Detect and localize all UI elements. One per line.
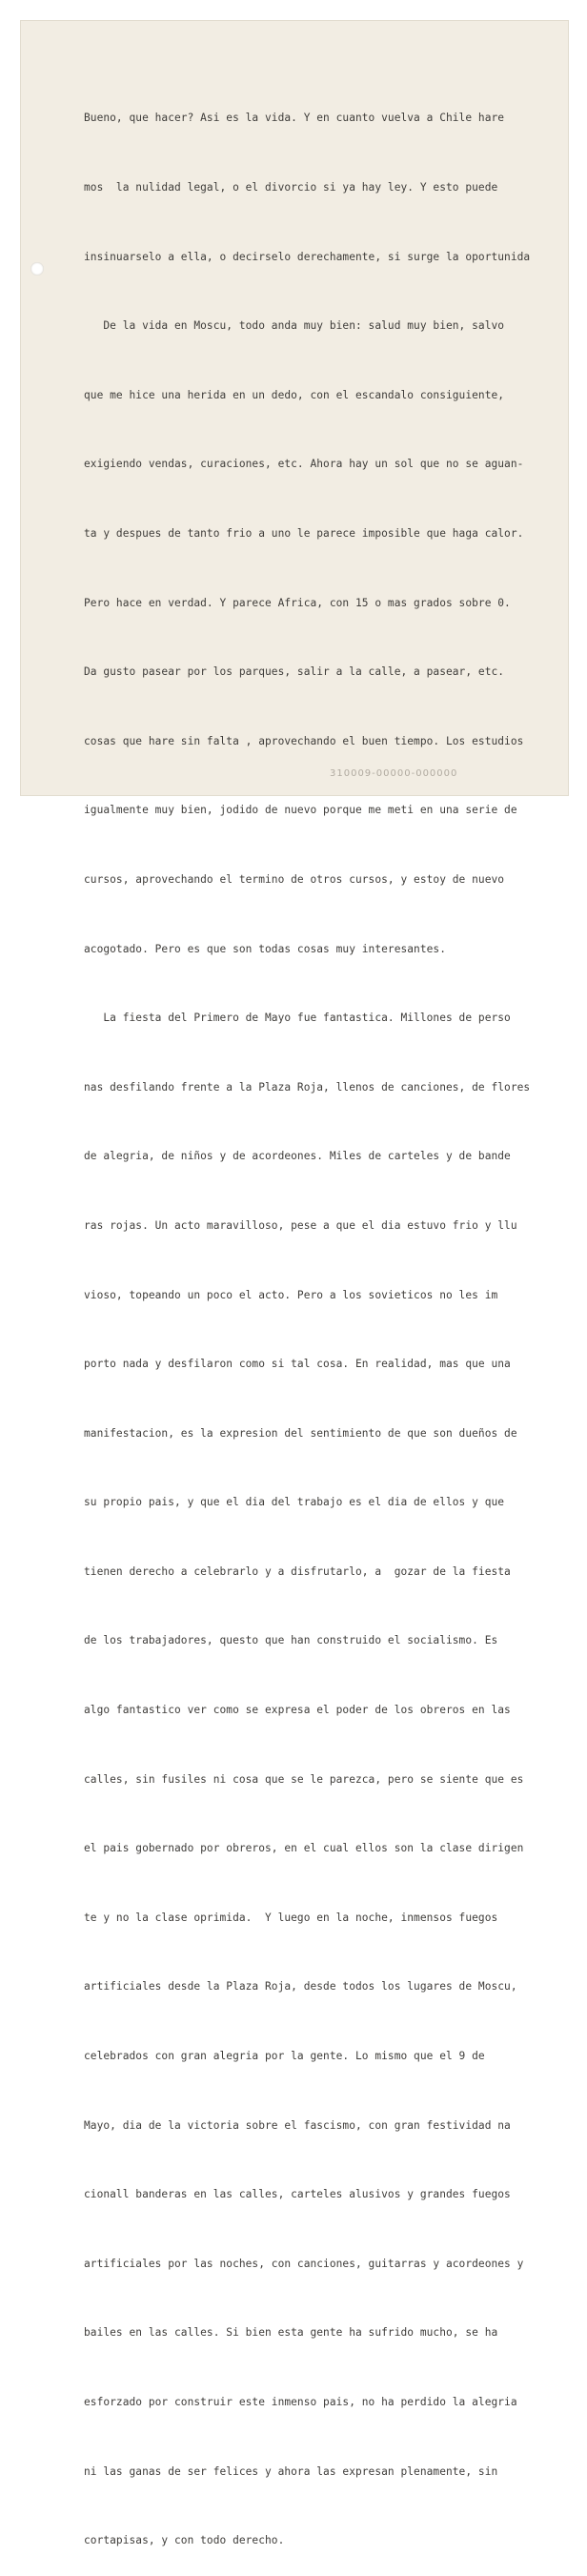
text-line: ni las ganas de ser felices y ahora las expresan plenamente, sin xyxy=(84,2464,498,2478)
archive-stamp: 310009-00000-000000 xyxy=(330,768,458,779)
text-line: Bueno, que hacer? Asi es la vida. Y en cuanto vuelva a Chile hare xyxy=(84,112,505,125)
text-line: vioso, topeando un poco el acto. Pero a los sovieticos no les im xyxy=(84,1288,498,1301)
text-line: artificiales por las noches, con canciones, guitarras y acordeones y xyxy=(84,2257,524,2270)
text-line: acogotado. Pero es que son todas cosas muy interesantes. xyxy=(84,942,446,955)
text-line: celebrados con gran alegria por la gente. Lo mismo que el 9 de xyxy=(84,2050,485,2063)
text-line: esforzado por construir este inmenso pais, no ha perdido la alegria xyxy=(84,2396,517,2408)
text-line: de alegria, de niños y de acordeones. Miles de carteles y de bande xyxy=(84,1150,511,1163)
text-line: igualmente muy bien, jodido de nuevo porque me meti en una serie de xyxy=(84,804,517,817)
text-line: mos la nulidad legal, o el divorcio si ya hay ley. Y esto puede xyxy=(84,181,498,194)
text-line: ras rojas. Un acto maravilloso, pese a que el dia estuvo frio y llu xyxy=(84,1218,517,1232)
text-line: La fiesta del Primero de Mayo fue fantastica. Millones de perso xyxy=(84,1012,511,1025)
text-line: calles, sin fusiles ni cosa que se le parezca, pero se siente que es xyxy=(84,1772,524,1786)
text-line: De la vida en Moscu, todo anda muy bien: salud muy bien, salvo xyxy=(84,319,505,333)
text-line: algo fantastico ver como se expresa el poder de los obreros en las xyxy=(84,1704,511,1717)
text-line: su propio pais, y que el dia del trabajo es el dia de ellos y que xyxy=(84,1496,505,1509)
text-line: insinuarselo a ella, o decirselo derechamente, si surge la oportunida xyxy=(84,250,531,263)
text-line: Mayo, dia de la victoria sobre el fascismo, con gran festividad na xyxy=(84,2118,511,2132)
text-line: cursos, aprovechando el termino de otros cursos, y estoy de nuevo xyxy=(84,872,505,886)
text-line: tienen derecho a celebrarlo y a disfrutarlo, a gozar de la fiesta xyxy=(84,1564,511,1578)
text-line: Pero hace en verdad. Y parece Africa, con 15 o mas grados sobre 0. xyxy=(84,596,511,609)
text-line: ta y despues de tanto frio a uno le parece imposible que haga calor. xyxy=(84,526,524,540)
text-line: bailes en las calles. Si bien esta gente ha sufrido mucho, se ha xyxy=(84,2326,498,2340)
punch-hole xyxy=(30,262,44,276)
text-line: manifestacion, es la expresion del sentimiento de que son dueños de xyxy=(84,1426,517,1440)
text-line: cortapisas, y con todo derecho. xyxy=(84,2534,285,2547)
text-line: artificiales desde la Plaza Roja, desde todos los lugares de Moscu, xyxy=(84,1980,517,1993)
text-line: cionall banderas en las calles, carteles alusivos y grandes fuegos xyxy=(84,2188,511,2201)
text-line: el pais gobernado por obreros, en el cual ellos son la clase dirigen xyxy=(84,1842,524,1855)
typed-letter-body xyxy=(84,61,570,2576)
text-line: cosas que hare sin falta , aprovechando el buen tiempo. Los estudios xyxy=(84,734,524,747)
text-line: exigiendo vendas, curaciones, etc. Ahora hay un sol que no se aguan- xyxy=(84,458,524,471)
text-line: te y no la clase oprimida. Y luego en la noche, inmensos fuegos xyxy=(84,1911,498,1924)
text-line: de los trabajadores, questo que han construido el socialismo. Es xyxy=(84,1634,498,1647)
text-line: porto nada y desfilaron como si tal cosa. En realidad, mas que una xyxy=(84,1358,511,1371)
text-line: que me hice una herida en un dedo, con el escandalo consiguiente, xyxy=(84,388,505,401)
text-line: Da gusto pasear por los parques, salir a la calle, a pasear, etc. xyxy=(84,665,505,679)
text-line: nas desfilando frente a la Plaza Roja, llenos de canciones, de flores xyxy=(84,1080,531,1094)
